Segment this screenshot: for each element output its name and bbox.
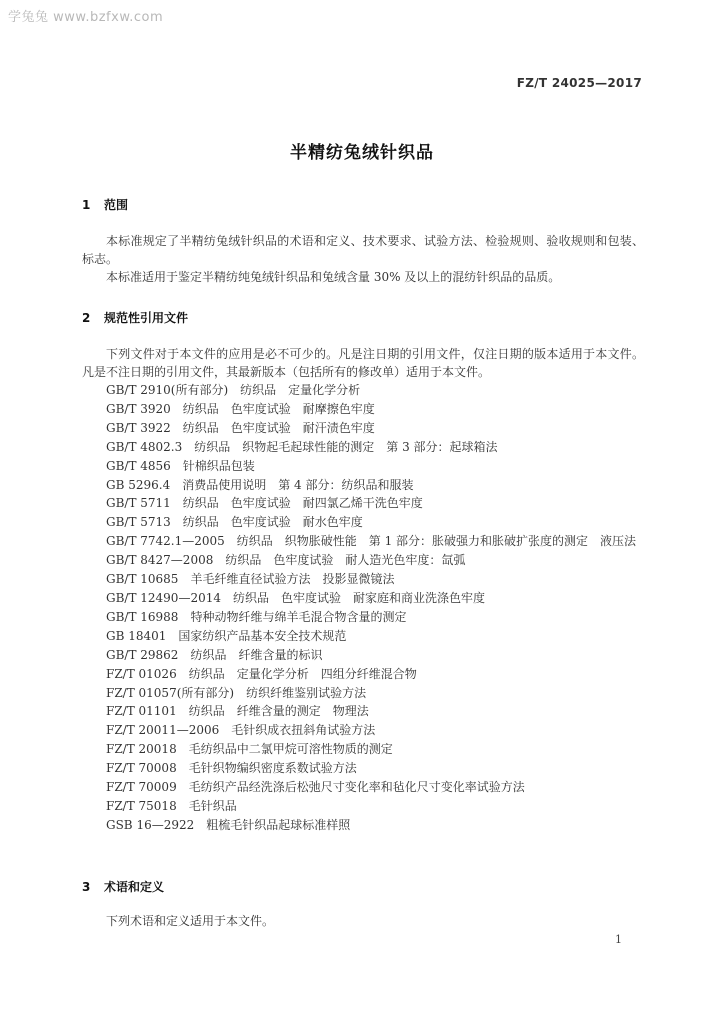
section-title: 范围 (104, 198, 129, 212)
reference-item: GB/T 3922 纺织品 色牢度试验 耐汗渍色牢度 (106, 420, 375, 435)
reference-item: GSB 16—2922 粗梳毛针织品起球标准样照 (106, 817, 351, 832)
standard-code: FZ/T 24025—2017 (516, 76, 642, 90)
reference-item: FZ/T 01101 纺织品 纤维含量的测定 物理法 (106, 704, 369, 719)
reference-item: GB/T 3920 纺织品 色牢度试验 耐摩擦色牢度 (106, 401, 375, 416)
reference-item: GB/T 7742.1—2005 纺织品 织物胀破性能 第 1 部分：胀破强力和胀破扩张度的测定 液压法 (106, 534, 637, 549)
page-number: 1 (615, 933, 622, 946)
reference-item: GB/T 10685 羊毛纤维直径试验方法 投影显微镜法 (106, 572, 395, 587)
reference-item: GB/T 12490—2014 纺织品 色牢度试验 耐家庭和商业洗涤色牢度 (106, 590, 485, 605)
reference-item: FZ/T 20018 毛纺织品中二氯甲烷可溶性物质的测定 (106, 742, 393, 757)
reference-item: GB/T 29862 纺织品 纤维含量的标识 (106, 647, 323, 662)
reference-item: FZ/T 70009 毛纺织产品经洗涤后松弛尺寸变化率和毡化尺寸变化率试验方法 (106, 780, 525, 795)
section-3-paragraph: 下列术语和定义适用于本文件。 (106, 914, 275, 928)
section-1-heading (82, 196, 128, 213)
section-1-paragraph: 本标准适用于鉴定半精纺纯兔绒针织品和兔绒含量 30% 及以上的混纺针织品的品质。 (106, 270, 561, 284)
section-number: 2 (82, 311, 91, 325)
reference-item: GB/T 2910(所有部分) 纺织品 定量化学分析 (106, 383, 361, 397)
watermark: 学兔兔 www.bzfxw.com (8, 10, 164, 25)
section-title: 术语和定义 (104, 880, 165, 894)
section-number: 3 (82, 880, 91, 894)
reference-item: FZ/T 70008 毛针织物编织密度系数试验方法 (106, 761, 357, 776)
reference-item: GB/T 5711 纺织品 色牢度试验 耐四氯乙烯干洗色牢度 (106, 496, 423, 511)
reference-item: FZ/T 75018 毛针织品 (106, 798, 237, 813)
reference-item: FZ/T 01026 纺织品 定量化学分析 四组分纤维混合物 (106, 666, 417, 681)
section-2-paragraph: 下列文件对于本文件的应用是必不可少的。凡是注日期的引用文件，仅注日期的版本适用于本文件。凡是不注日期的引用文件，其最新版本（包括所有的修改单）适用于本文件。 (82, 347, 644, 379)
reference-item: GB/T 5713 纺织品 色牢度试验 耐水色牢度 (106, 515, 363, 530)
section-title: 规范性引用文件 (104, 311, 189, 325)
reference-item: GB/T 4802.3 纺织品 织物起毛起球性能的测定 第 3 部分：起球箱法 (106, 439, 498, 454)
section-2-heading (82, 309, 188, 326)
reference-item: GB/T 4856 针棉织品包装 (106, 458, 255, 473)
reference-item: GB/T 8427—2008 纺织品 色牢度试验 耐人造光色牢度：氙弧 (106, 553, 466, 568)
reference-item: GB 5296.4 消费品使用说明 第 4 部分：纺织品和服装 (106, 477, 414, 492)
reference-item: GB 18401 国家纺织产品基本安全技术规范 (106, 628, 347, 643)
document-title: 半精纺兔绒针织品 (290, 143, 434, 163)
reference-item: GB/T 16988 特种动物纤维与绵羊毛混合物含量的测定 (106, 609, 407, 624)
normative-reference-list (82, 381, 644, 835)
section-1-paragraph: 本标准规定了半精纺兔绒针织品的术语和定义、技术要求、试验方法、检验规则、验收规则和包装、标志。 (82, 234, 644, 266)
section-3-heading (82, 878, 164, 895)
reference-item: FZ/T 20011—2006 毛针织成衣扭斜角试验方法 (106, 723, 376, 738)
reference-item: FZ/T 01057(所有部分) 纺织纤维鉴别试验方法 (106, 685, 367, 700)
section-number: 1 (82, 198, 91, 212)
